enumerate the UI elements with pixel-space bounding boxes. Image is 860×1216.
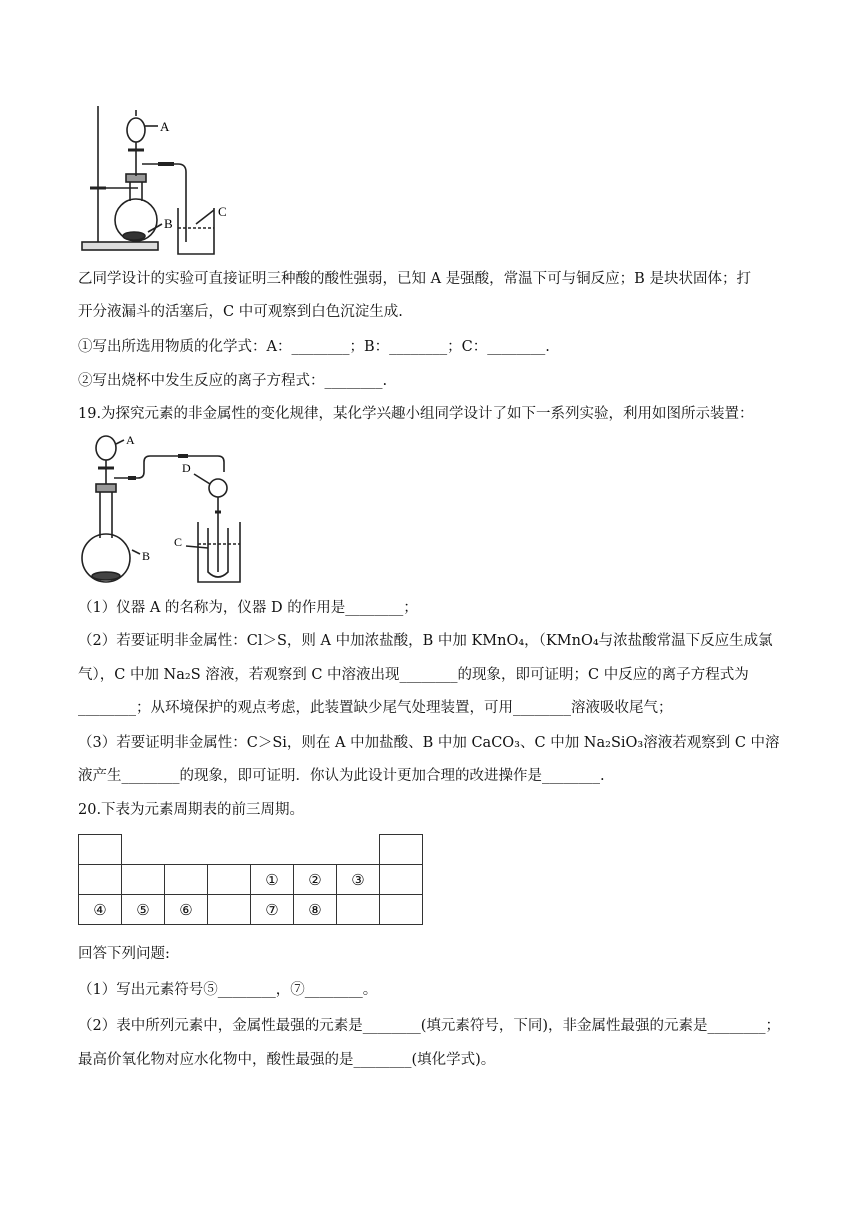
table-cell: ⑥	[165, 895, 208, 925]
table-cell	[337, 895, 380, 925]
table-cell	[208, 895, 251, 925]
table-cell	[380, 865, 423, 895]
q20-part-2-line-1: （2）表中所列元素中，金属性最强的元素是________(填元素符号，下同)，非金属性最强的元素是________；	[78, 1018, 781, 1034]
q20-part-2-line-2: 最高价氧化物对应水化物中，酸性最强的是________(填化学式)。	[78, 1052, 496, 1068]
table-cell-empty	[251, 835, 294, 865]
periodic-table-fragment	[78, 834, 423, 925]
figure2-label-d: D	[182, 461, 191, 475]
figure1-label-b: B	[164, 216, 173, 231]
table-row	[79, 895, 423, 925]
q18-text-line-2: 开分液漏斗的活塞后，C 中可观察到白色沉淀生成.	[78, 304, 403, 320]
q19-stem: 19.为探究元素的非金属性的变化规律，某化学兴趣小组同学设计了如下一系列实验，利用如图所示装置：	[78, 406, 754, 422]
figure2-label-a: A	[126, 433, 135, 447]
figure1-label-a: A	[160, 119, 170, 134]
table-cell	[79, 835, 122, 865]
table-cell	[122, 865, 165, 895]
q20-part-1: （1）写出元素符号⑤________，⑦________。	[78, 982, 378, 998]
figure1-label-c: C	[218, 204, 227, 219]
table-cell	[380, 895, 423, 925]
table-cell: ④	[79, 895, 122, 925]
q19-part-3-line-2: 液产生________的现象，即可证明．你认为此设计更加合理的改进操作是________.	[78, 768, 605, 784]
table-cell: ⑤	[122, 895, 165, 925]
q18-text-line-1: 乙同学设计的实验可直接证明三种酸的酸性强弱，已知 A 是强酸，常温下可与铜反应；B 是块状固体；打	[78, 271, 751, 287]
table-cell-empty	[294, 835, 337, 865]
table-cell-empty	[122, 835, 165, 865]
apparatus-figure-2	[78, 432, 264, 588]
q19-part-2-line-3: ________；从环境保护的观点考虑，此装置缺少尾气处理装置，可用________溶液吸收尾气；	[78, 700, 673, 716]
apparatus-figure-1	[78, 104, 238, 260]
table-cell: ⑦	[251, 895, 294, 925]
q19-part-1: （1）仪器 A 的名称为，仪器 D 的作用是________；	[78, 600, 418, 616]
table-cell-empty	[337, 835, 380, 865]
table-cell	[79, 865, 122, 895]
q19-part-3-line-1: （3）若要证明非金属性：C＞Si，则在 A 中加盐酸、B 中加 CaCO₃、C 中加 Na₂SiO₃溶液若观察到 C 中溶	[78, 735, 780, 751]
table-cell	[380, 835, 423, 865]
q18-text-line-4: ②写出烧杯中发生反应的离子方程式：________.	[78, 373, 388, 389]
table-cell: ②	[294, 865, 337, 895]
q19-part-2-line-1: （2）若要证明非金属性：Cl＞S，则 A 中加浓盐酸，B 中加 KMnO₄，（KMnO₄与浓盐酸常温下反应生成氯	[78, 633, 773, 649]
table-row	[79, 835, 423, 865]
q20-answer-prompt: 回答下列问题:	[78, 946, 170, 962]
table-cell	[165, 865, 208, 895]
q18-text-line-3: ①写出所选用物质的化学式：A：________；B：________；C：________.	[78, 339, 550, 355]
figure2-label-b: B	[142, 549, 151, 563]
table-cell-empty	[208, 835, 251, 865]
q20-stem: 20.下表为元素周期表的前三周期。	[78, 802, 305, 818]
figure2-label-c: C	[174, 535, 183, 549]
table-row	[79, 865, 423, 895]
table-cell: ①	[251, 865, 294, 895]
table-cell	[208, 865, 251, 895]
table-cell-empty	[165, 835, 208, 865]
q19-part-2-line-2: 气），C 中加 Na₂S 溶液，若观察到 C 中溶液出现________的现象，即可证明；C 中反应的离子方程式为	[78, 667, 749, 683]
table-cell: ⑧	[294, 895, 337, 925]
table-cell: ③	[337, 865, 380, 895]
